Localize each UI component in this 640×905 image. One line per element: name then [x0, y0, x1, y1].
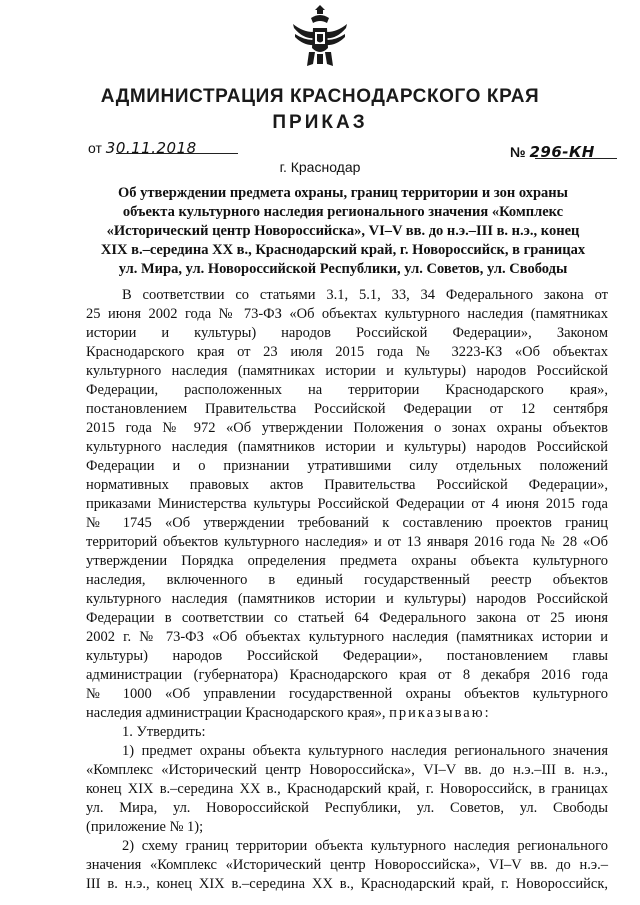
order-word: приказываю: [389, 705, 491, 721]
date-prefix: от [88, 140, 102, 156]
body-line: культуры) народов Российской Федерации», постановлением главы [86, 648, 608, 664]
title-line: «Исторический центр Новороссийска», VI–V вв. до н.э.–III в. н.э., конец [106, 223, 580, 239]
title-line: ул. Мира, ул. Новороссийской Республики, ул. Советов, ул. Свободы [118, 261, 568, 277]
body-line: № 1000 «Об управлении государственной охраны объектов культурного [86, 686, 608, 702]
item-line: конец XIX в.–середина XX в., Краснодарский край, г. Новороссийск, в границах [86, 781, 608, 797]
item-line: 1. Утвердить: [122, 724, 206, 740]
number-prefix: № [510, 144, 526, 160]
date-underline [116, 153, 238, 154]
body-line: постановлением Правительства Российской Федерации от 12 сентября [86, 401, 608, 417]
order-line [86, 704, 608, 723]
document-title [78, 184, 608, 279]
city-label: г. Краснодар [279, 159, 361, 175]
body-line: наследия, включенного в единый государственный реестр объектов [86, 572, 608, 588]
body-line: 25 июня 2002 года № 73-ФЗ «Об объектах культурного наследия (памятниках [86, 306, 608, 322]
document-type-heading: ПРИКАЗ [272, 112, 368, 133]
item-line: (приложение № 1); [86, 819, 204, 835]
body-line: истории и культуры) народов Российской Федерации», Законом [86, 325, 608, 341]
item-line: 1) предмет охраны объекта культурного наследия регионального значения [122, 743, 608, 759]
body-line: Федерации, расположенных на территории Краснодарского края», [86, 382, 608, 398]
body-line: культурного наследия (памятников истории и культуры) народов Российской [86, 439, 608, 455]
body-line: нормативных правовых актов Правительства Российской Федерации», [86, 477, 608, 493]
body-line: территорий объектов культурного наследия» и от 13 января 2016 года № 28 «Об [86, 534, 608, 550]
body-line: администрации (губернатора) Краснодарского края от 8 декабря 2016 года [86, 667, 608, 683]
body-line: культурного наследия (памятниках истории и культуры) народов Российской [86, 363, 608, 379]
body-line: Федерации и о признании утратившими силу отдельных положений [86, 458, 608, 474]
body-line: утверждении Порядка определения предмета охраны объекта культурного [86, 553, 608, 569]
body-line: приказами Министерства культуры Российской Федерации от 4 июня 2015 года [86, 496, 608, 512]
number-value: 296-КН [529, 143, 595, 161]
body-line: 2015 года № 972 «Об утверждении Положения о зонах охраны объектов [86, 420, 608, 436]
item-line: III в. н.э., конец XIX в.–середина XX в., Краснодарский край, г. Новороссийск, [86, 876, 608, 892]
item-line: значения «Комплекс «Исторический центр Новороссийска», VI–V вв. до н.э.– [86, 857, 608, 873]
body-line: Федерации в соответствии со статьей 64 Федерального закона от 25 июня [86, 610, 608, 626]
document-body [86, 286, 608, 894]
coat-of-arms-emblem [291, 4, 349, 70]
item-line: 2) схему границ территории объекта культурного наследия регионального [122, 838, 608, 854]
title-line: XIX в.–середина XX в., Краснодарский край, г. Новороссийск, в границах [100, 242, 586, 258]
order-line-start: наследия администрации Краснодарского края», [86, 705, 386, 721]
item-line: ул. Мира, ул. Новороссийской Республики, ул. Советов, ул. Свободы [86, 800, 608, 816]
item-line: «Комплекс «Исторический центр Новороссийска», VI–V вв. до н.э.–III в. н.э., [86, 762, 608, 778]
organization-heading: АДМИНИСТРАЦИЯ КРАСНОДАРСКОГО КРАЯ [100, 86, 540, 107]
order-date [88, 139, 197, 157]
body-line: Краснодарского края от 23 июля 2015 года № 3223-КЗ «Об объектах [86, 344, 608, 360]
title-line: Об утверждении предмета охраны, границ территории и зон охраны [118, 185, 568, 201]
body-line: № 1745 «Об утверждении требований к составлению проектов границ [86, 515, 608, 531]
date-value: 30.11.2018 [105, 139, 197, 157]
body-line: 2002 г. № 73-ФЗ «Об объектах культурного наследия (памятниках истории и [86, 629, 608, 645]
body-line: В соответствии со статьями 3.1, 5.1, 33, 34 Федерального закона от [122, 287, 608, 303]
body-line: культурного наследия (памятников истории и культуры) народов Российской [86, 591, 608, 607]
title-line: объекта культурного наследия регионального значения «Комплекс [122, 204, 564, 220]
